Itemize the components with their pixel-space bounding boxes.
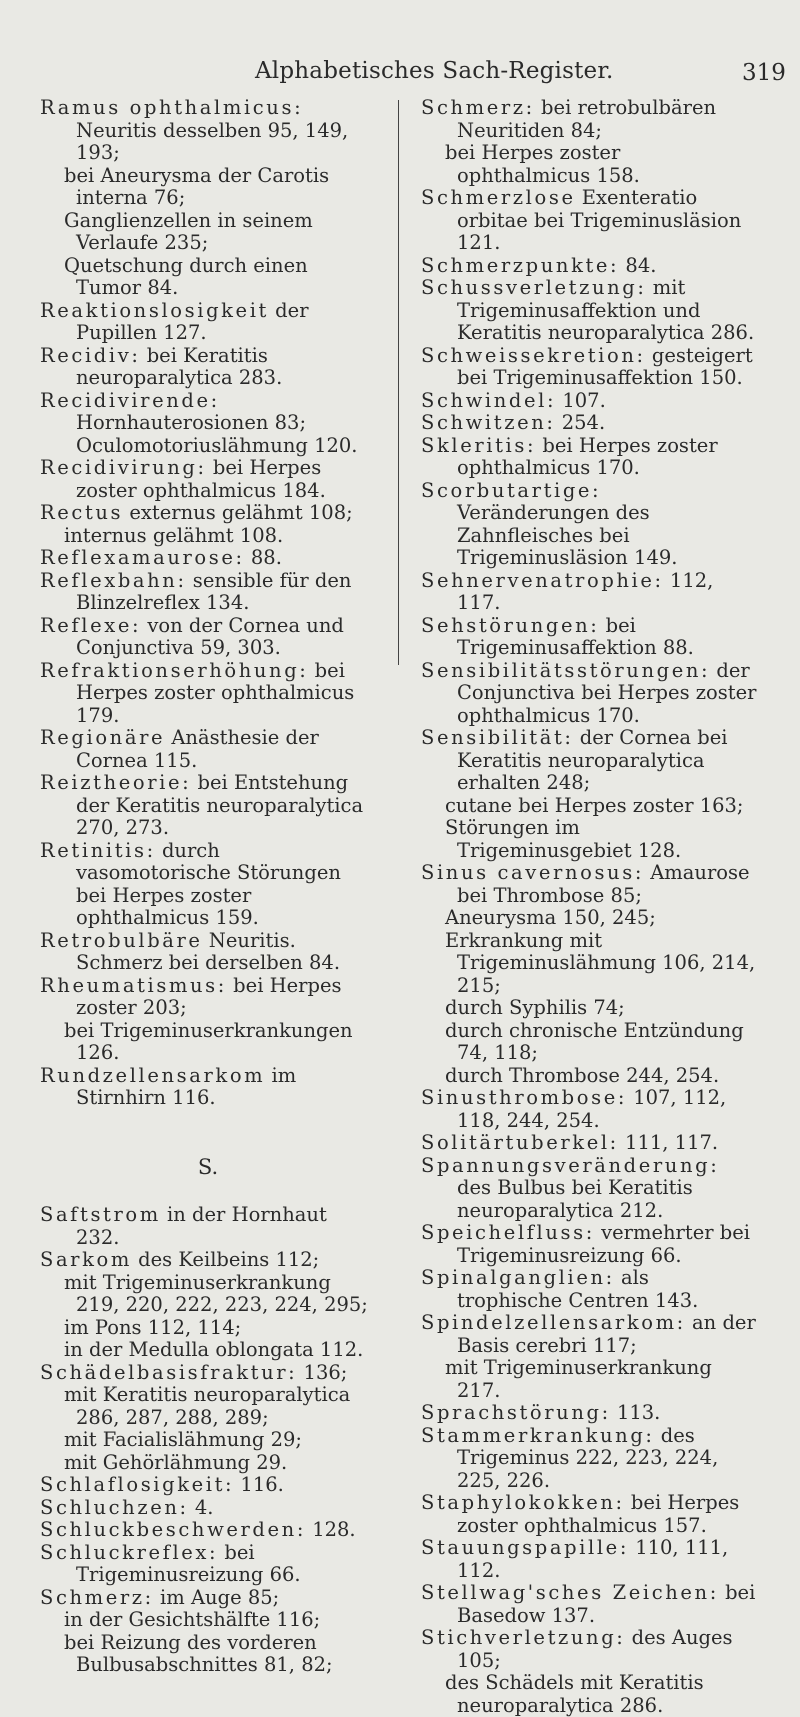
index-subentry: mit Keratitis neuroparalytica 286, 287, 288, 289; (64, 1383, 351, 1429)
index-subentry: mit Facialislähmung 29; (64, 1428, 302, 1451)
index-keyword: Spannungsveränderung: (421, 1153, 720, 1177)
index-references: 113. (610, 1401, 661, 1424)
index-entry (40, 772, 376, 840)
index-keyword: Schlaflosigkeit: (40, 1473, 235, 1496)
index-references: des Trigeminus 222, 223, 224, 225, 226. (457, 1423, 719, 1492)
index-subentry: Erkrankung mit Trigeminuslähmung 106, 214, 215; (445, 928, 756, 997)
index-keyword: Sehstörungen: (421, 613, 600, 637)
index-entry (40, 97, 376, 165)
index-references: der Pupillen 127. (76, 298, 309, 344)
index-references: sensible für den Blinzelreflex 134. (76, 568, 352, 614)
index-entry (421, 1627, 757, 1672)
index-subentry: Störungen im Trigeminusgebiet 128. (445, 816, 682, 862)
index-references: 111, 117. (618, 1131, 719, 1154)
index-keyword: Schluchzen: (40, 1495, 189, 1519)
index-keyword: Reiztheorie: (40, 771, 192, 794)
index-keyword: Retinitis: (40, 838, 156, 862)
index-subentry: Aneurysma 150, 245; (445, 906, 656, 929)
index-keyword: Stellwag'sches Zeichen: (421, 1581, 719, 1604)
index-references: 88. (244, 546, 282, 569)
index-subentry: internus gelähmt 108. (64, 523, 284, 547)
index-keyword: Reaktionslosigkeit (40, 298, 269, 322)
index-entry (421, 412, 757, 435)
index-references: Veränderungen des Zahnfleisches bei Trigeminusläsion 149. (457, 501, 678, 569)
index-entry (40, 615, 376, 660)
index-entry (40, 502, 376, 525)
index-keyword: Retrobulbäre (40, 928, 203, 952)
index-references: Hornhauterosionen 83; Oculomotoriuslähmung 120. (76, 411, 358, 457)
page-number: 319 (742, 60, 786, 86)
index-keyword: Reflexe: (40, 613, 142, 637)
index-entry (40, 1204, 376, 1249)
index-entry (40, 975, 376, 1020)
index-subentry: durch Syphilis 74; (445, 996, 625, 1019)
index-keyword: Reflexbahn: (40, 568, 187, 592)
index-keyword: Schädelbasisfraktur: (40, 1360, 298, 1384)
index-entry (40, 300, 376, 345)
index-entry (421, 187, 757, 255)
index-entry (421, 1492, 757, 1537)
index-references: mit Trigeminusaffektion und Keratitis neuroparalytica 286. (457, 276, 755, 344)
index-references: bei Herpes zoster ophthalmicus 170. (457, 433, 718, 479)
index-references: bei Entstehung der Keratitis neuroparalytica 270, 273. (76, 771, 364, 839)
index-entry (40, 1542, 376, 1587)
index-entry (421, 1312, 757, 1357)
index-keyword: Rectus (40, 501, 124, 524)
index-references: 116. (234, 1473, 284, 1496)
index-entry (40, 727, 376, 772)
index-references: des Keilbeins 112; (131, 1248, 320, 1271)
index-subentry: in der Medulla oblongata 112. (64, 1338, 364, 1361)
index-keyword: Reflexamaurose: (40, 546, 245, 569)
index-subentry: in der Gesichtshälfte 116; (64, 1608, 321, 1631)
index-entry (421, 390, 757, 413)
index-subentry: durch chronische Entzündung 74, 118; (445, 1018, 744, 1064)
index-column-right (421, 97, 757, 1717)
index-subentry: bei Trigeminuserkrankungen 126. (64, 1018, 353, 1064)
index-keyword: Stichverletzung: (421, 1626, 626, 1649)
index-keyword: Stauungspapille: (421, 1536, 629, 1559)
index-subentry: mit Trigeminuserkrankung 219, 220, 222, 223, 224, 295; (64, 1270, 368, 1316)
index-references: 136; (297, 1360, 348, 1384)
index-keyword: Sinus cavernosus: (421, 861, 644, 884)
index-keyword: Sprachstörung: (421, 1401, 611, 1424)
index-entry (40, 930, 376, 975)
column-divider (398, 100, 399, 665)
index-references: in der Hornhaut 232. (76, 1203, 327, 1249)
index-entry (40, 1065, 376, 1110)
index-references: bei Herpes zoster ophthalmicus 179. (76, 658, 355, 727)
index-entry (40, 345, 376, 390)
index-keyword: Rheumatismus: (40, 973, 227, 997)
index-entry (421, 97, 757, 142)
index-subentry: bei Herpes zoster ophthalmicus 158. (445, 141, 640, 187)
index-entry (40, 840, 376, 930)
index-keyword: Speichelfluss: (421, 1221, 595, 1244)
index-references: Exenteratio orbitae bei Trigeminusläsion 121. (457, 186, 742, 254)
index-entry (421, 1267, 757, 1312)
index-keyword: Schussverletzung: (421, 276, 647, 299)
index-references: der Conjunctiva bei Herpes zoster ophthalmicus 170. (457, 658, 757, 727)
index-references: durch vasomotorische Störungen bei Herpes zoster ophthalmicus 159. (76, 838, 341, 929)
index-entry (421, 1132, 757, 1155)
index-keyword: Staphylokokken: (421, 1491, 625, 1514)
index-references: bei Basedow 137. (457, 1581, 756, 1627)
index-entry (40, 1249, 376, 1272)
index-subentry: cutane bei Herpes zoster 163; (445, 793, 744, 817)
index-references: bei Herpes zoster ophthalmicus 157. (457, 1491, 740, 1537)
index-entry (421, 1582, 757, 1627)
index-keyword: Rundzellensarkom (40, 1063, 266, 1087)
index-entry (421, 570, 757, 615)
index-references: Anästhesie der Cornea 115. (76, 726, 319, 772)
index-references: bei Herpes zoster ophthalmicus 184. (76, 456, 326, 502)
index-keyword: Scorbutartige: (421, 478, 602, 502)
index-references: der Cornea bei Keratitis neuroparalytica erhalten 248; (457, 726, 728, 794)
index-references: Neuritis desselben 95, 149, 193; (76, 118, 349, 164)
index-entry (421, 1402, 757, 1425)
index-references: bei Herpes zoster 203; (76, 973, 342, 1019)
index-keyword: Sensibilitätsstörungen: (421, 658, 711, 682)
index-subentry: bei Aneurysma der Carotis interna 76; (64, 163, 330, 209)
index-keyword: Schwitzen: (421, 411, 556, 434)
index-subentry: Quetschung durch einen Tumor 84. (64, 253, 308, 299)
index-entry (421, 1155, 757, 1223)
index-entry (40, 390, 376, 458)
index-keyword: Schmerzlose (421, 186, 576, 209)
index-keyword: Saftstrom (40, 1203, 161, 1226)
index-column-left (40, 97, 376, 1677)
index-keyword: Ramus ophthalmicus: (40, 96, 304, 119)
index-entry (421, 1425, 757, 1493)
index-entry (421, 1087, 757, 1132)
index-entry (421, 345, 757, 390)
index-entry (40, 1497, 376, 1520)
index-subentry: durch Thrombose 244, 254. (445, 1063, 720, 1087)
index-keyword: Sensibilität: (421, 726, 574, 749)
index-references: Neuritis. Schmerz bei derselben 84. (76, 928, 341, 974)
index-entry (421, 862, 757, 907)
index-keyword: Sarkom (40, 1248, 132, 1271)
index-entry (421, 480, 757, 570)
index-entry (421, 660, 757, 728)
index-keyword: Schmerz: (40, 1585, 154, 1609)
index-references: 84. (619, 253, 657, 277)
index-references: als trophische Centren 143. (457, 1266, 699, 1312)
index-references: des Bulbus bei Keratitis neuroparalytica 212. (457, 1176, 693, 1222)
index-references: gesteigert bei Trigeminusaffektion 150. (457, 343, 753, 389)
index-keyword: Skleritis: (421, 433, 537, 457)
index-keyword: Spindelzellensarkom: (421, 1311, 686, 1334)
index-entry (421, 255, 757, 278)
index-references: des Auges 105; (457, 1626, 733, 1672)
index-keyword: Refraktionserhöhung: (40, 658, 309, 682)
index-references: Amaurose bei Thrombose 85; (457, 861, 750, 907)
index-keyword: Schwindel: (421, 388, 557, 412)
index-keyword: Schweissekretion: (421, 343, 646, 367)
index-entry (421, 277, 757, 345)
index-references: 110, 111, 112. (457, 1536, 729, 1582)
index-keyword: Sinusthrombose: (421, 1086, 628, 1109)
index-keyword: Schluckreflex: (40, 1540, 219, 1564)
index-keyword: Schmerzpunkte: (421, 253, 620, 277)
index-subentry: bei Reizung des vorderen Bulbusabschnittes 81, 82; (64, 1630, 333, 1676)
page-header (0, 48, 800, 88)
index-keyword: Regionäre (40, 726, 166, 749)
index-entry (40, 570, 376, 615)
index-keyword: Solitärtuberkel: (421, 1131, 619, 1154)
index-references: 128. (306, 1518, 356, 1541)
index-keyword: Recidivirung: (40, 456, 207, 479)
index-subentry: im Pons 112, 114; (64, 1315, 242, 1339)
index-entry (421, 615, 757, 660)
index-entry (40, 1474, 376, 1497)
index-references: bei Trigeminusreizung 66. (76, 1540, 301, 1586)
index-references: 107. (556, 388, 606, 412)
index-references: im Auge 85; (153, 1585, 280, 1609)
index-entry (421, 727, 757, 795)
index-references: 4. (188, 1495, 214, 1519)
index-references: 107, 112, 118, 244, 254. (457, 1086, 727, 1132)
index-references: bei Keratitis neuroparalytica 283. (76, 343, 283, 389)
section-heading: S. (197, 1154, 219, 1179)
index-entry (40, 1587, 376, 1610)
index-entry (40, 457, 376, 502)
index-references: bei Trigeminusaffektion 88. (457, 613, 694, 659)
index-entry (40, 547, 376, 570)
running-header-title: Alphabetisches Sach-Register. (255, 58, 614, 84)
index-subentry: des Schädels mit Keratitis neuroparalytica 286. (445, 1671, 704, 1717)
index-entry (421, 1537, 757, 1582)
index-subentry: mit Trigeminuserkrankung 217. (445, 1356, 712, 1402)
index-entry (40, 1362, 376, 1385)
index-subentry: mit Gehörlähmung 29. (64, 1450, 288, 1474)
index-subentry: Ganglienzellen in seinem Verlaufe 235; (64, 208, 313, 254)
index-references: vermehrter bei Trigeminusreizung 66. (457, 1221, 751, 1267)
index-keyword: Recidivirende: (40, 388, 220, 412)
index-entry (421, 435, 757, 480)
index-references: 112, 117. (457, 568, 714, 614)
index-keyword: Recidiv: (40, 343, 141, 367)
index-keyword: Schluckbeschwerden: (40, 1518, 306, 1541)
index-entry (40, 660, 376, 728)
index-references: von der Cornea und Conjunctiva 59, 303. (76, 613, 344, 659)
index-keyword: Schmerz: (421, 96, 535, 119)
index-keyword: Sehnervenatrophie: (421, 568, 664, 592)
index-references: 254. (555, 411, 606, 434)
index-references: bei retrobulbären Neuritiden 84; (457, 96, 717, 142)
index-keyword: Spinalganglien: (421, 1266, 615, 1289)
index-references: an der Basis cerebri 117; (457, 1311, 756, 1357)
index-keyword: Stammerkrankung: (421, 1423, 655, 1447)
index-entry (421, 1222, 757, 1267)
index-entry (40, 1519, 376, 1542)
index-references: externus gelähmt 108; (123, 501, 353, 524)
index-references: im Stirnhirn 116. (76, 1063, 297, 1109)
